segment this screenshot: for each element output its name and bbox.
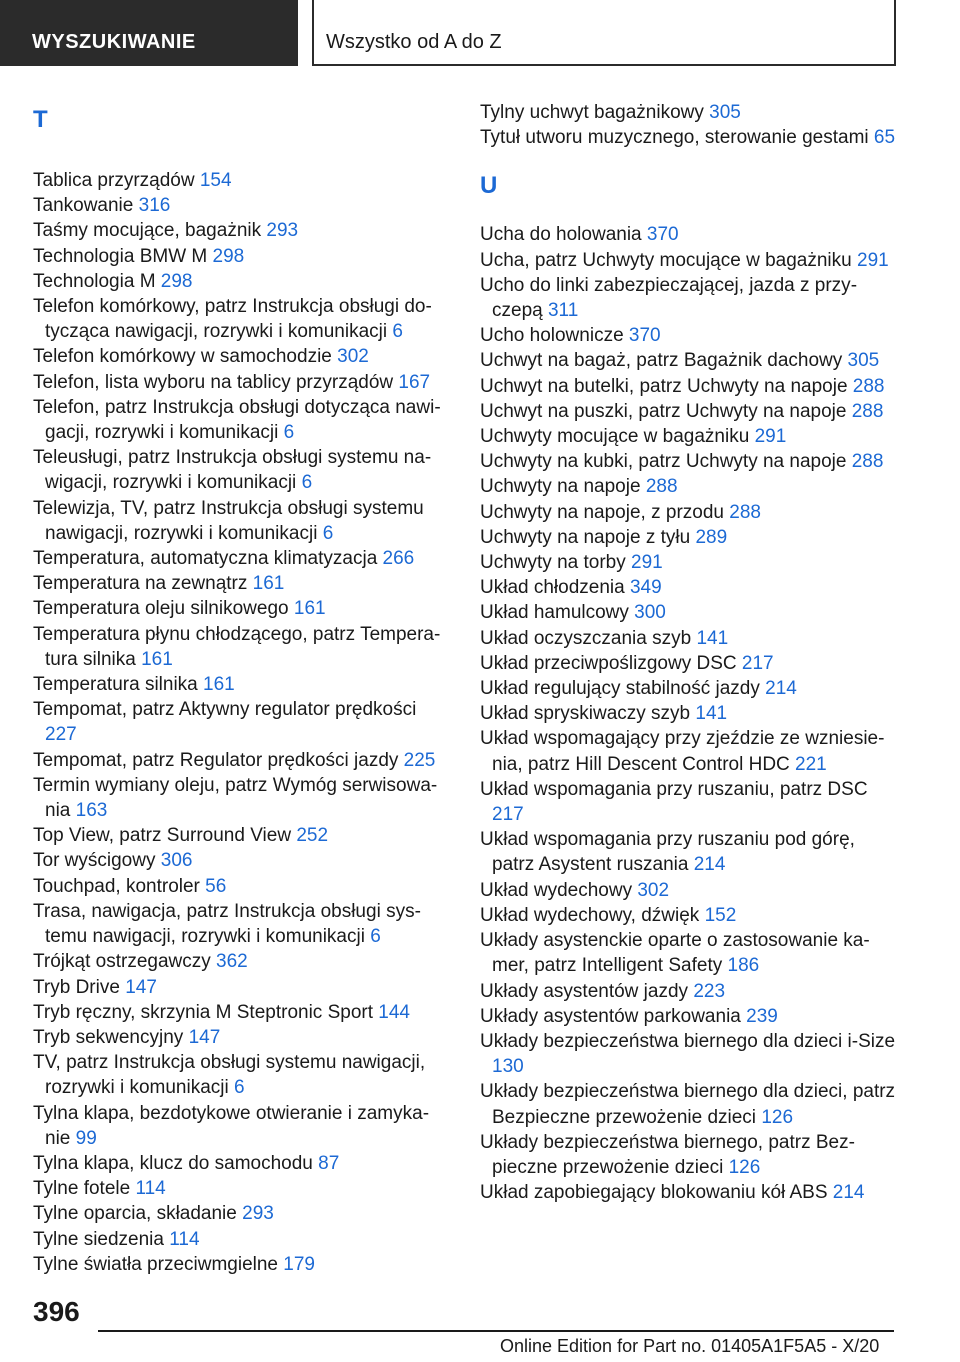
index-entry [33, 848, 448, 873]
index-entry-text: Temperatura oleju silnikowego [33, 598, 294, 620]
index-entry-text: Uchwyty na napoje, z przodu [480, 501, 730, 523]
index-entry [480, 701, 900, 726]
index-entry-text: Trasa, nawigacja, patrz Instrukcja obsługi systemu nawigacji, rozrywki i komunikacji [33, 900, 421, 948]
page-reference-link[interactable]: 6 [301, 472, 313, 494]
page-reference-link[interactable]: 186 [727, 955, 760, 977]
index-entry [33, 496, 448, 546]
index-entry [480, 474, 900, 499]
index-entry [480, 374, 900, 399]
index-entry-text: Układy bezpieczeństwa biernego, patrz Bezpieczne przewożenie dzieci [480, 1131, 855, 1178]
index-entry-text: Tylne fotele [33, 1178, 136, 1200]
index-entry-text: Uchwyty na kubki, patrz Uchwyty na napoje [480, 451, 852, 473]
page-reference-link[interactable]: 126 [728, 1156, 761, 1178]
page-reference-link[interactable]: 56 [205, 875, 227, 897]
index-entry [33, 168, 448, 193]
index-entry-text: Temperatura na zewnątrz [33, 573, 253, 595]
index-entry [480, 273, 900, 323]
index-entry-text: Tryb ręczny, skrzynia M Steptronic Sport [33, 1001, 379, 1023]
index-entry [480, 777, 900, 827]
index-entry-text: Ucho holownicze [480, 325, 629, 347]
index-entry-text: Tryb sekwencyjny [33, 1026, 189, 1048]
page-reference-link[interactable]: 141 [696, 627, 729, 649]
index-entry [33, 1201, 448, 1226]
index-entry [480, 1180, 900, 1205]
index-entry [480, 100, 900, 125]
page-reference-link[interactable]: 302 [337, 346, 369, 368]
index-entry [480, 1004, 900, 1029]
index-entry-text: Tryb Drive [33, 976, 126, 998]
index-entry-text: Telefon komórkowy w samochodzie [33, 346, 338, 368]
index-entry [33, 823, 448, 848]
page-reference-link[interactable]: 217 [741, 652, 774, 674]
section-tab[interactable]: Wszystko od A do Z [314, 0, 894, 64]
index-entry-text: Tylne oparcia, składanie [33, 1203, 243, 1225]
index-entry [33, 370, 448, 395]
index-entry [480, 827, 900, 877]
page-reference-link[interactable]: 214 [693, 854, 726, 876]
index-entry-text: Układ zapobiegający blokowaniu kół ABS [480, 1182, 833, 1204]
index-entry-text: Tankowanie [33, 195, 139, 217]
index-letter-heading: T [33, 106, 48, 133]
page-reference-link[interactable]: 293 [242, 1203, 274, 1225]
index-entry [480, 1079, 900, 1129]
index-entry-text: Tylne światła przeciwmgielne [33, 1253, 284, 1275]
page-reference-link[interactable]: 114 [135, 1178, 166, 1200]
index-entry [480, 878, 900, 903]
page-reference-link[interactable]: 147 [188, 1026, 221, 1048]
index-entry-text: Tylny uchwyt bagażnikowy [480, 102, 710, 123]
page-reference-link[interactable]: 161 [141, 648, 173, 670]
index-entry [33, 1227, 448, 1252]
index-entry-text: Tempomat, patrz Regulator prędkości jazdy [33, 749, 404, 771]
index-entry [33, 193, 448, 218]
index-entry [480, 903, 900, 928]
index-entry [33, 1176, 448, 1201]
index-entry [33, 596, 448, 621]
page-reference-link[interactable]: 227 [45, 724, 77, 746]
index-entry-text: Tempomat, patrz Aktywny regulator prędkości [33, 699, 417, 721]
index-entry-text: Uchwyty na torby [480, 552, 631, 574]
index-entry [33, 874, 448, 899]
index-entry [33, 395, 448, 445]
page-reference-link[interactable]: 217 [492, 804, 524, 826]
page-reference-link[interactable]: 291 [754, 426, 787, 448]
page-reference-link[interactable]: 141 [695, 703, 728, 725]
index-entry-text: Tylna klapa, klucz do samochodu [33, 1152, 319, 1174]
index-entry-text: Układy asystenckie oparte o zastosowanie kamer, patrz Intelligent Safety [480, 930, 870, 977]
index-entry [480, 399, 900, 424]
index-entry-text: Uchwyty na napoje [480, 476, 646, 498]
index-entry-text: Teleusługi, patrz Instrukcja obsługi systemu nawigacji, rozrywki i komunikacji [33, 447, 432, 494]
page-reference-link[interactable]: 349 [629, 577, 662, 599]
page-reference-link[interactable]: 316 [138, 195, 171, 217]
index-entry-text: Technologia M [33, 270, 161, 292]
page-reference-link[interactable]: 291 [631, 552, 663, 574]
index-entry-text: Układ oczyszczania szyb [480, 627, 697, 649]
page-reference-link[interactable]: 6 [370, 926, 381, 948]
index-entry [33, 1101, 448, 1151]
page-reference-link[interactable]: 167 [398, 371, 431, 393]
index-entry [480, 928, 900, 978]
index-entry-text: Ucha, patrz Uchwyty mocujące w bagażniku [480, 249, 857, 271]
page-reference-link[interactable]: 266 [382, 548, 415, 570]
index-entry-text: Tablica przyrządów [33, 170, 200, 191]
index-entry [33, 697, 448, 747]
index-entry [480, 600, 900, 625]
index-entry [480, 449, 900, 474]
index-entry-text: Temperatura silnika [33, 674, 204, 696]
index-entry [480, 500, 900, 525]
page-reference-link[interactable]: 163 [75, 800, 108, 822]
index-entry [33, 294, 448, 344]
index-entry [33, 949, 448, 974]
index-entry-text: Tylne siedzenia [33, 1228, 170, 1250]
index-entry [33, 1025, 448, 1050]
index-entry [480, 726, 900, 776]
page-reference-link[interactable]: 161 [293, 598, 326, 620]
page-reference-link[interactable]: 305 [847, 350, 880, 372]
index-entry-text: Trójkąt ostrzegawczy [33, 951, 217, 973]
page-reference-link[interactable]: 306 [160, 850, 193, 872]
page-reference-link[interactable]: 126 [761, 1106, 794, 1128]
index-entry [480, 626, 900, 651]
page-reference-link[interactable]: 214 [832, 1182, 865, 1204]
index-entry-text: Uchwyt na bagaż, patrz Bagażnik dachowy [480, 350, 848, 372]
index-entry [480, 1130, 900, 1180]
index-entry-text: Układ hamulcowy [480, 602, 635, 624]
index-entry [33, 1252, 448, 1277]
index-entry-text: Tor wyścigowy [33, 850, 161, 872]
index-entry [480, 651, 900, 676]
index-entry-text: Telefon komórkowy, patrz Instrukcja obsługi dotycząca nawigacji, rozrywki i komunikacji [33, 296, 432, 343]
index-entry-text: Układy bezpieczeństwa biernego dla dzieci i-Size [480, 1030, 896, 1052]
page-reference-link[interactable]: 179 [283, 1253, 315, 1275]
index-entry-text: Telefon, lista wyboru na tablicy przyrządów [33, 371, 399, 393]
index-entry [33, 244, 448, 269]
page-reference-link[interactable]: 221 [795, 753, 827, 775]
index-entry-text: Układ spryskiwaczy szyb [480, 703, 696, 725]
index-entry [480, 550, 900, 575]
page-reference-link[interactable]: 291 [857, 249, 889, 271]
page-reference-link[interactable]: 300 [634, 602, 666, 624]
page-reference-link[interactable]: 144 [378, 1001, 410, 1023]
page-reference-link[interactable]: 305 [709, 102, 741, 123]
index-entry-text: Układ wspomagający przy zjeździe ze wzniesienia, patrz Hill Descent Control HDC [480, 728, 885, 775]
page-reference-link[interactable]: 6 [322, 522, 334, 544]
page-reference-link[interactable]: 288 [729, 501, 761, 523]
index-entry-text: Temperatura, automatyczna klimatyzacja [33, 548, 383, 570]
index-entry-text: Uchwyty mocujące w bagażniku [480, 426, 755, 448]
index-entry [480, 348, 900, 373]
index-entry [480, 222, 900, 247]
index-entry [33, 748, 448, 773]
index-entry-list [480, 222, 900, 1205]
index-entry-text: Układy asystentów parkowania [480, 1005, 747, 1027]
page-reference-link[interactable]: 302 [637, 879, 670, 901]
index-entry-text: Układy bezpieczeństwa biernego dla dzieci, patrz Bezpieczne przewożenie dzieci [480, 1081, 896, 1128]
page-reference-link[interactable]: 99 [75, 1127, 97, 1149]
index-entry [480, 248, 900, 273]
index-entry-text: Układ przeciwpoślizgowy DSC [480, 652, 742, 674]
index-entry-text: Top View, patrz Surround View [33, 825, 297, 847]
index-entry [480, 125, 900, 150]
index-letter-heading: U [480, 172, 498, 200]
index-entry [480, 323, 900, 348]
index-entry-text: Układ wydechowy, dźwięk [480, 904, 705, 926]
page-number: 396 [33, 1296, 80, 1327]
page-reference-link[interactable]: 154 [199, 170, 232, 191]
page-reference-link[interactable]: 288 [851, 451, 884, 473]
top-navigation [0, 0, 960, 66]
index-entry [33, 975, 448, 1000]
index-entry-text: Ucho do linki zabezpieczającej, jazda z przyczepą [480, 274, 858, 322]
index-entry-text: Termin wymiany oleju, patrz Wymóg serwisowania [33, 774, 438, 822]
index-column-left [33, 100, 448, 1277]
index-entry [33, 344, 448, 369]
page-reference-link[interactable]: 239 [746, 1005, 778, 1027]
index-entry-text: Układ wydechowy [480, 879, 638, 901]
index-entry [33, 571, 448, 596]
tab-divider [298, 0, 312, 66]
index-entry-list-continued [480, 100, 900, 150]
index-entry [33, 269, 448, 294]
index-entry [33, 1050, 448, 1100]
page-reference-link[interactable]: 293 [266, 220, 299, 242]
index-entry-text: Tylna klapa, bezdotykowe otwieranie i zamykanie [33, 1102, 430, 1149]
page-reference-link[interactable]: 298 [212, 245, 245, 267]
edition-text: Online Edition for Part no. 01405A1F5A5 - X/20 [500, 1336, 880, 1356]
page-reference-link[interactable]: 311 [547, 300, 579, 322]
page-reference-link[interactable]: 370 [646, 224, 679, 246]
index-entry [33, 899, 448, 949]
footer-divider [98, 1330, 894, 1332]
page-reference-link[interactable]: 130 [492, 1056, 524, 1078]
index-entry-list [33, 168, 448, 1277]
index-entry-text: Tytuł utworu muzycznego, sterowanie gestami [480, 127, 874, 149]
index-entry-text: Telefon, patrz Instrukcja obsługi dotycząca nawigacji, rozrywki i komunikacji [33, 396, 441, 444]
page-reference-link[interactable]: 147 [125, 976, 157, 998]
page-reference-link[interactable]: 223 [693, 980, 726, 1002]
index-entry-text: Taśmy mocujące, bagażnik [33, 220, 267, 242]
index-entry-text: Uchwyt na puszki, patrz Uchwyty na napoje [480, 400, 852, 422]
page-reference-link[interactable]: 289 [695, 526, 728, 548]
index-entry-text: Układ regulujący stabilność jazdy [480, 678, 766, 700]
index-entry [33, 1000, 448, 1025]
page-reference-link[interactable]: 152 [704, 904, 737, 926]
page-reference-link[interactable]: 161 [203, 674, 235, 696]
page-reference-link[interactable]: 370 [628, 325, 661, 347]
index-entry-text: Układy asystentów jazdy [480, 980, 694, 1002]
search-tab[interactable]: WYSZUKIWANIE [0, 0, 298, 66]
page-reference-link[interactable]: 298 [160, 270, 193, 292]
index-column-right [480, 100, 900, 1205]
page-reference-link[interactable]: 288 [645, 476, 678, 498]
index-entry [33, 546, 448, 571]
page-reference-link[interactable]: 225 [403, 749, 436, 771]
page-reference-link[interactable]: 214 [765, 678, 797, 700]
index-entry-text: Telewizja, TV, patrz Instrukcja obsługi systemu nawigacji, rozrywki i komunikacji [33, 497, 424, 544]
index-entry [480, 1029, 900, 1079]
index-entry [33, 773, 448, 823]
index-entry-text: Uchwyty na napoje z tyłu [480, 526, 696, 548]
page-reference-link[interactable]: 65 [873, 127, 896, 149]
index-entry-text: Temperatura płynu chłodzącego, patrz Temperatura silnika [33, 623, 441, 670]
index-entry-text: Uchwyt na butelki, patrz Uchwyty na napoje [480, 375, 853, 397]
page-reference-link[interactable]: 252 [296, 825, 329, 847]
index-entry-text: TV, patrz Instrukcja obsługi systemu nawigacji, rozrywki i komunikacji [33, 1052, 426, 1099]
index-entry [480, 676, 900, 701]
index-entry [480, 424, 900, 449]
index-entry [33, 1151, 448, 1176]
index-entry-text: Touchpad, kontroler [33, 875, 206, 897]
index-entry-text: Ucha do holowania [480, 224, 647, 246]
index-entry [480, 979, 900, 1004]
index-entry-text: Układ chłodzenia [480, 577, 630, 599]
page-reference-link[interactable]: 288 [851, 400, 884, 422]
index-entry [33, 445, 448, 495]
index-entry-text: Układ wspomagania przy ruszaniu, patrz DSC [480, 778, 868, 800]
page-reference-link[interactable]: 288 [852, 375, 885, 397]
page-reference-link[interactable]: 114 [169, 1228, 200, 1250]
page-reference-link[interactable]: 161 [252, 573, 285, 595]
index-entry [480, 525, 900, 550]
index-entry [480, 575, 900, 600]
page-reference-link[interactable]: 87 [318, 1152, 340, 1174]
page-reference-link[interactable]: 362 [216, 951, 248, 973]
index-entry [33, 218, 448, 243]
index-entry [33, 672, 448, 697]
page-reference-link[interactable]: 6 [233, 1077, 245, 1099]
index-entry-text: Układ wspomagania przy ruszaniu pod górę, patrz Asystent ruszania [480, 829, 855, 876]
index-entry [33, 622, 448, 672]
page-reference-link[interactable]: 6 [392, 321, 403, 343]
index-entry-text: Technologia BMW M [33, 245, 213, 267]
page-reference-link[interactable]: 6 [283, 422, 295, 444]
